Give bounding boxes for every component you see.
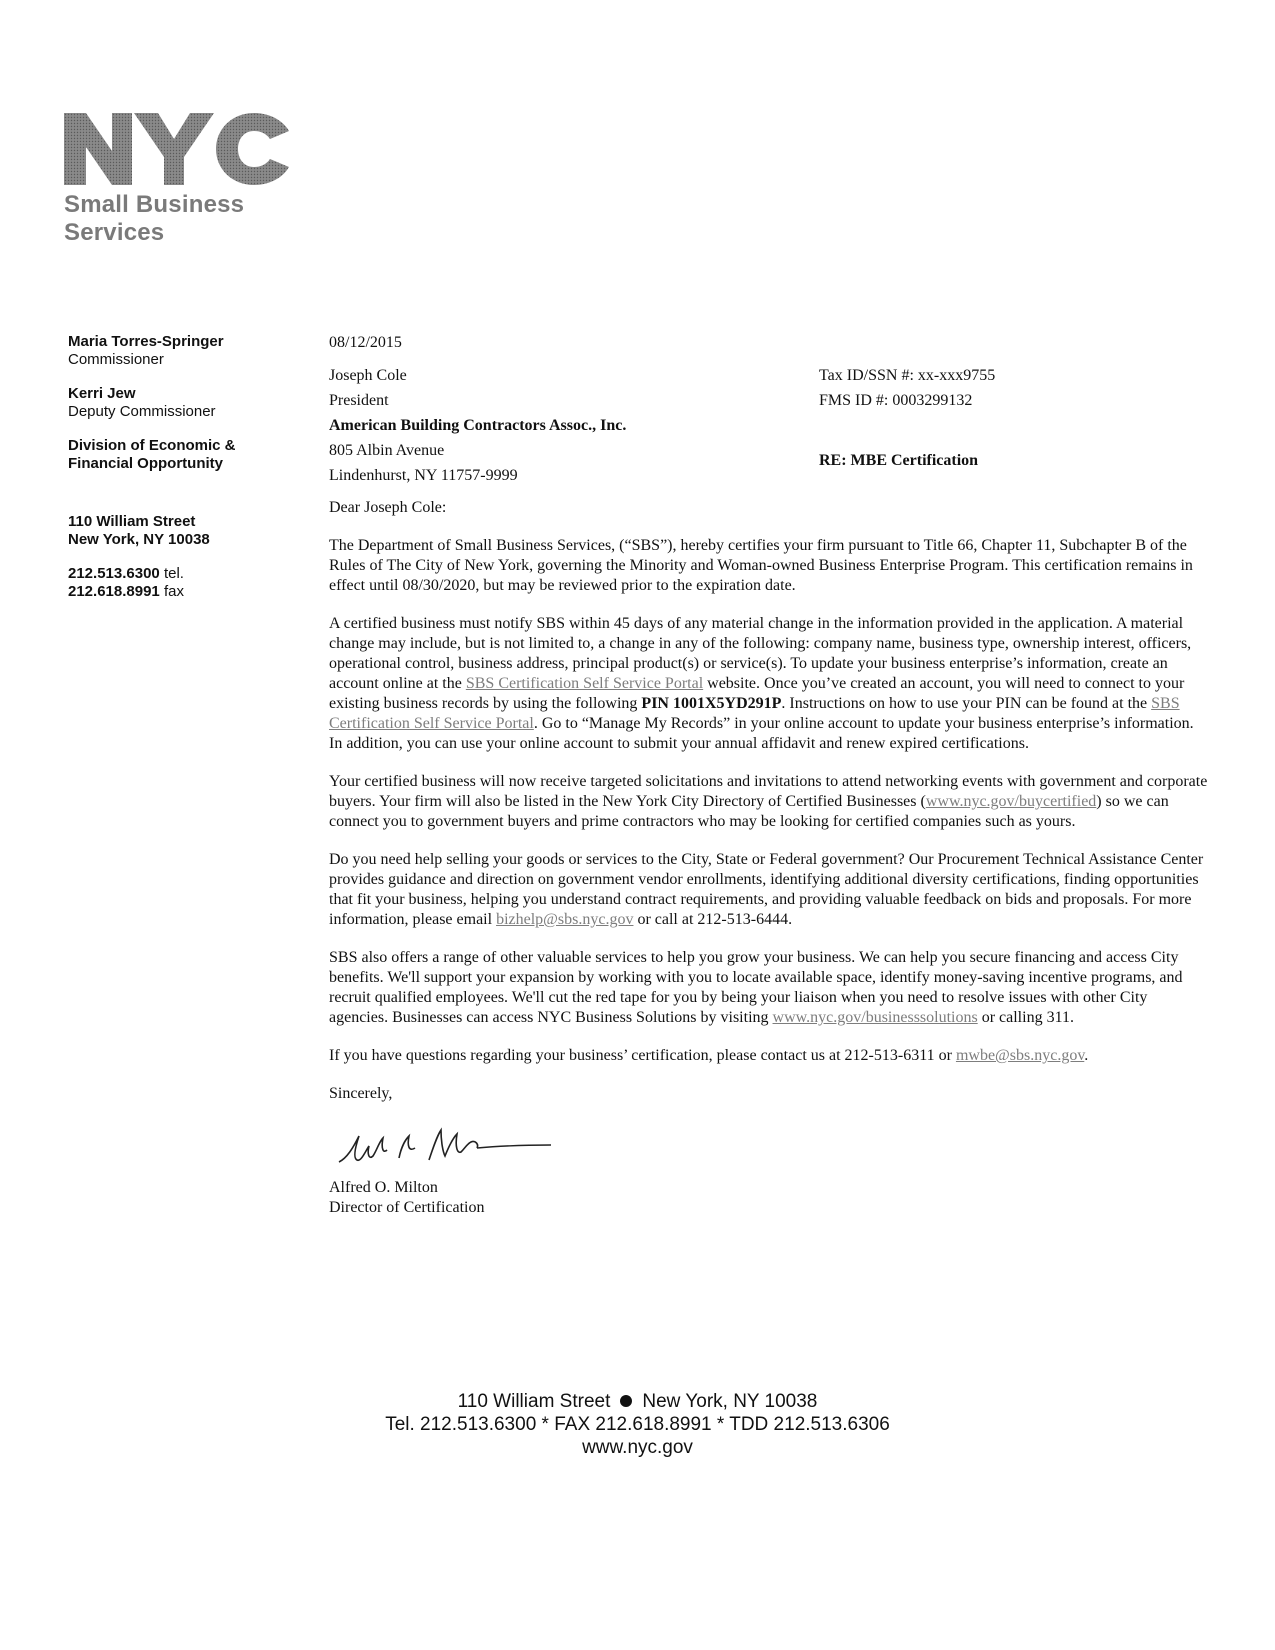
paragraph-solicitations [329,772,1209,832]
recipient-name: Joseph Cole [329,367,407,384]
office-address-block [68,513,298,549]
re-line: RE: MBE Certification [819,452,979,469]
address-row [329,363,1209,484]
recipient-company: American Building Contractors Assoc., Inc. [329,417,627,434]
fms-id: FMS ID #: 0003299132 [819,392,973,409]
signature [329,1118,1209,1178]
fax-number: 212.618.8991 [68,583,160,600]
deputy-block [68,385,298,421]
division-block [68,437,298,473]
nyc-sbs-logo [64,113,289,247]
paragraph-procurement [329,850,1209,930]
division-line-1: Division of Economic & [68,437,236,454]
pin-code: PIN 1001X5YD291P [641,695,782,712]
deputy-name: Kerri Jew [68,385,136,402]
p5-text-a: SBS also offers a range of other valuable services to help you grow your business. We can help you secure financing and access City benefits. We'll support your expansion by working with you to locate available space, identify money-saving incentive programs, and recruit qualified employees. We'll cut the red tape for you by being your liaison when you need to resolve issues with other City agencies. Businesses can access NYC Business Solutions by visiting [329,949,1183,1026]
commissioner-title: Commissioner [68,351,164,368]
closing: Sincerely, [329,1085,393,1102]
p4-text-a: Do you need help selling your goods or services to the City, State or Federal government? Our Procurement Technical Assistance Center provides guidance and direction on government vendor enrollments, identifying additional diversity certifications, finding opportunities that fit your business, helping you understand contract requirements, and providing valuable feedback on bids and proposals. For more information, please email [329,851,1204,928]
sbs-portal-link-2[interactable]: SBS Certification Self Service Portal [329,695,1180,732]
logo-line-1: Small Business [64,191,245,218]
recipient-address [329,363,789,488]
businesssolutions-link[interactable]: www.nyc.gov/businesssolutions [772,1009,978,1026]
signature-icon [329,1118,559,1178]
division-line-2: Financial Opportunity [68,455,224,472]
commissioner-name: Maria Torres-Springer [68,333,224,350]
mwbe-email-link[interactable]: mwbe@sbs.nyc.gov [955,1047,1085,1064]
p2-text-c: . Instructions on how to use your PIN can be found at the [781,695,1152,712]
nyc-logo-icon [64,113,289,185]
paragraph-questions [329,1046,1209,1066]
signer-name: Alfred O. Milton [329,1179,438,1196]
p2-text-a: A certified business must notify SBS within 45 days of any material change in the information provided in the application. A material change may include, but is not limited to, a change in any of the following: company name, business type, ownership interest, officers, operational control, business address, principal product(s) or service(s). To update your business enterprise’s information, create an account online at the [329,615,1192,692]
footer-city: New York, NY 10038 [642,1391,818,1412]
buycertified-link[interactable]: www.nyc.gov/buycertified [925,793,1097,810]
fax-label: fax [163,583,184,600]
letterhead-sidebar [68,333,298,617]
p6-text-a: If you have questions regarding your business’ certification, please contact us at 212-513-6311 or [329,1047,956,1064]
tel-number: 212.513.6300 [68,565,160,582]
recipient-street: 805 Albin Avenue [329,442,445,459]
tax-id: Tax ID/SSN #: xx-xxx9755 [819,367,996,384]
signer-title: Director of Certification [329,1199,485,1216]
p5-text-b: or calling 311. [977,1009,1074,1026]
recipient-title: President [329,392,389,409]
deputy-title: Deputy Commissioner [68,403,216,420]
p2-text-d: . Go to “Manage My Records” in your online account to update your business enterprise’s information. In addition, you can use your online account to submit your annual affidavit and renew expired certifications. [329,715,1194,752]
p3-text-b: ) so we can connect you to government buyers and prime contractors who may be looking for certified companies such as yours. [329,793,1169,830]
footer-website[interactable]: www.nyc.gov [582,1437,693,1458]
footer-address [0,1390,1275,1413]
office-address-line-2: New York, NY 10038 [68,531,210,548]
bullet-icon [620,1395,632,1407]
bizhelp-email-link[interactable]: bizhelp@sbs.nyc.gov [496,911,634,928]
paragraph-material-change [329,614,1209,754]
letter-body [329,333,1209,1218]
reference-ids [819,363,1119,413]
paragraph-certification: The Department of Small Business Services, (“SBS”), hereby certifies your firm pursuant to Title 66, Chapter 11, Subchapter B of the Rules of The City of New York, governing the Minority and Woman-owned Business Enterprise Program. This certification remains in effect until 08/30/2020, but may be reviewed prior to the expiration date. [329,537,1193,594]
footer-phones: Tel. 212.513.6300 * FAX 212.618.8991 * TDD 212.513.6306 [385,1414,890,1435]
commissioner-block [68,333,298,369]
office-address-line-1: 110 William Street [68,513,196,530]
p4-text-b: or call at 212-513-6444. [633,911,793,928]
p2-text-b: website. Once you’ve created an account, you will need to connect to your existing business records by using the following [329,675,1185,712]
logo-line-2: Services [64,219,165,246]
sbs-portal-link-1[interactable]: SBS Certification Self Service Portal [465,675,704,692]
greeting: Dear Joseph Cole: [329,499,447,516]
recipient-city: Lindenhurst, NY 11757-9999 [329,467,518,484]
tel-label: tel. [163,565,184,582]
signer-block [329,1178,1209,1218]
letter-date: 08/12/2015 [329,334,402,351]
p6-text-b: . [1084,1047,1089,1064]
paragraph-services [329,948,1209,1028]
footer-street: 110 William Street [457,1391,611,1412]
contact-numbers-block [68,565,298,601]
p3-text-a: Your certified business will now receive targeted solicitations and invitations to attend networking events with government and corporate buyers. Your firm will also be listed in the New York City Directory of Certified Businesses ( [329,773,1208,810]
letterhead-footer [0,1390,1275,1459]
